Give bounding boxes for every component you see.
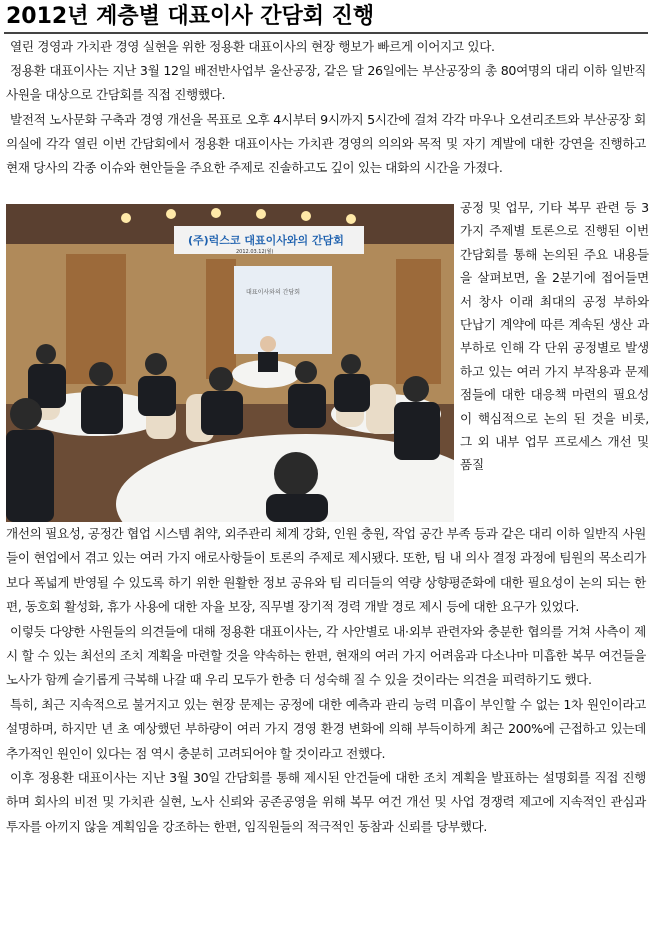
title-divider xyxy=(4,32,648,34)
screen-text: 대표이사와의 간담회 xyxy=(246,289,301,296)
meeting-photo xyxy=(6,204,454,522)
body-paragraph-3: 특히, 최근 지속적으로 불거지고 있는 현장 문제는 공정에 대한 예측과 관리 능력 미흡이 부인할 수 없는 1차 원인이라고 설명하며, 하지만 년 초 예상했던 부하량이 여러 가지 경영 환경 변화에 의해 부득이하게 최근 200%에 근접하고 있는데 추가적인 원인이 있다는 점 역시 충분히 고려되어야 할 것이라고 전했다. xyxy=(6,696,646,761)
lead-paragraph-2: 정용환 대표이사는 지난 3월 12일 배전반사업부 울산공장, 같은 달 26일에는 부산공장의 총 80여명의 대리 이하 일반직 사원을 대상으로 간담회를 직접 진행했다. xyxy=(6,63,646,103)
body-paragraph-4: 이후 정용환 대표이사는 지난 3월 30일 간담회를 통해 제시된 안건들에 대한 조치 계획을 발표하는 설명회를 직접 진행하며 회사의 비전 및 가치관 실현, 노사 신뢰와 공존공영을 위해 복무 여건 개선 및 사업 경쟁력 제고에 지속적인 관심과 투자를 아끼지 않을 계획임을 강조하는 한편, 임직원들의 적극적인 동참과 신뢰를 당부했다. xyxy=(6,770,646,834)
lead-paragraph-1: 열린 경영과 가치관 경영 실현을 위한 정용환 대표이사의 현장 행보가 빠르게 이어지고 있다. xyxy=(10,39,495,54)
side-paragraph: 공정 및 업무, 기타 복무 관련 등 3가지 주제별 토론으로 진행된 이번 간담회를 통해 논의된 주요 내용들을 살펴보면, 올 2분기에 접어들면서 창사 이래 최대의 공정 부하와 단납기 계약에 따른 계속된 생산 과부하로 인해 각 단위 공정별로 발생하고 있는 여러 가지 부작용과 문제점들에 대한 대응책 마련의 필요성이 핵심적으로 논의 된 것을 비롯, 그 외 내부 업무 프로세스 개선 및 품질 xyxy=(460,200,649,473)
lead-paragraph-3: 발전적 노사문화 구축과 경영 개선을 목표로 오후 4시부터 9시까지 5시간에 걸쳐 각각 마우나 오션리조트와 부산공장 회의실에 각각 열린 이번 간담회에서 정용환 대표이사는 가치관 경영의 의의와 목적 및 자기 계발에 대한 강연을 진행하고 현재 당사의 각종 이슈와 현안들을 주요한 주제로 진솔하고도 깊이 있는 대화의 시간을 가졌다. xyxy=(6,111,646,176)
meeting-photo-illustration xyxy=(6,204,454,522)
banner-text: (주)럭스코 대표이사와의 간담회 xyxy=(188,234,344,247)
projection-screen xyxy=(234,266,332,354)
curtain-right xyxy=(396,259,441,384)
body-section xyxy=(6,522,646,839)
body-paragraph-2: 이렇듯 다양한 사원들의 의견들에 대해 정용환 대표이사는, 각 사안별로 내·외부 관련자와 충분한 협의를 거쳐 사측이 제시 할 수 있는 최선의 조치 계획을 마련할 것을 약속하는 한편, 현재의 여러 가지 어려움과 다소나마 미흡한 복무 여건들을 노사가 함께 슬기롭게 극복해 나갈 때 우리 모두가 한층 더 성숙해 질 수 있을 것이라는 의견을 피력하기도 했다. xyxy=(6,623,646,688)
side-column xyxy=(460,196,649,477)
body-paragraph-1: 개선의 필요성, 공정간 협업 시스템 취약, 외주관리 체계 강화, 인원 충원, 작업 공간 부족 등과 같은 대리 이하 일반직 사원들이 현업에서 겪고 있는 여러 가지 애로사항들이 토론의 주제로 제시됐다. 또한, 팀 내 의사 결정 과정에 팀원의 목소리가 보다 폭넓게 반영될 수 있도록 하기 위한 원활한 정보 공유와 팀 리더들의 역량 상향평준화에 대한 필요성이 논의 되는 한편, 동호회 활성화, 휴가 사용에 대한 자율 보장, 직무별 장기적 경력 개발 경로 제시 등에 대한 요구가 있었다. xyxy=(6,526,646,615)
article-title: 2012년 계층별 대표이사 간담회 진행 xyxy=(6,4,375,29)
curtain-center xyxy=(206,259,236,379)
lead-section xyxy=(6,35,646,180)
banner-subtext: 2012.03.12(월) xyxy=(236,249,274,255)
